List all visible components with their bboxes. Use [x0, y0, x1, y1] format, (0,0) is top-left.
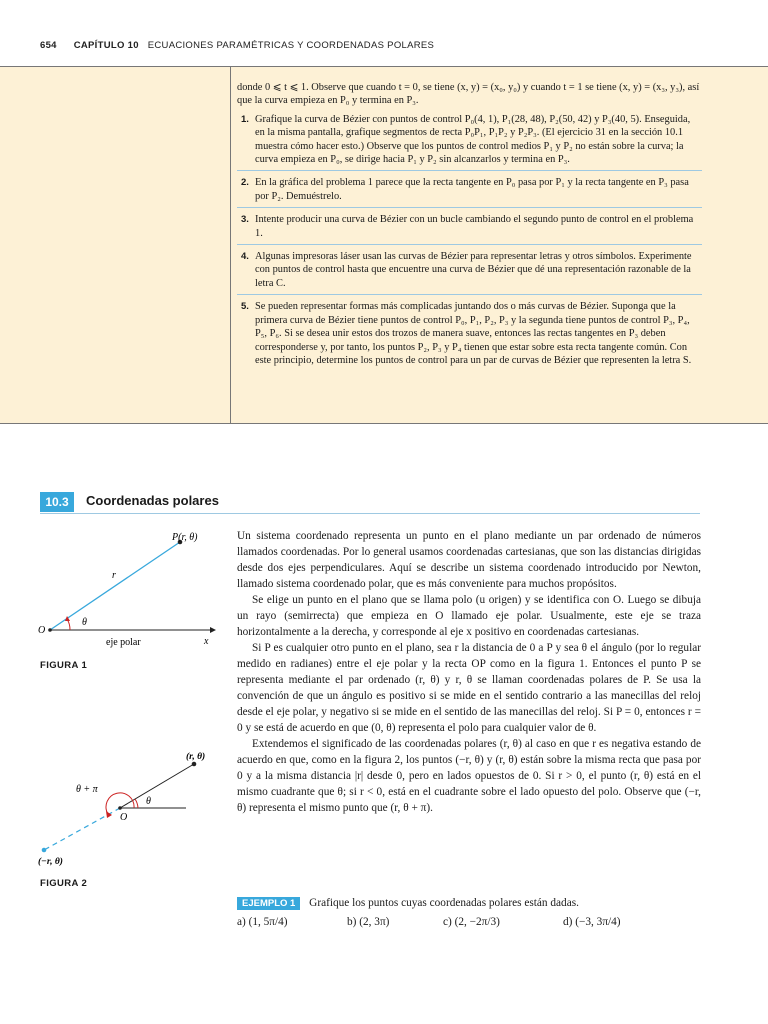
fig2-origin-point	[118, 806, 122, 810]
project-box	[0, 66, 768, 424]
paragraph: Un sistema coordenado representa un punto en el plano mediante un par ordenado de números llamados coordenadas. Por lo general usamos coordenadas cartesianas, que son las distancias dirigidas desde dos ejes perpendiculares. Aquí se describe un sistema coordenado introducido por Newton, llamado sistema coordenado polar, que es más conveniente para muchos propósitos.	[237, 530, 701, 590]
figure-2-diagram	[36, 742, 226, 872]
fig2-theta-pi-label: θ + π	[76, 784, 98, 795]
ray-positive	[120, 764, 194, 808]
problem-text: Algunas impresoras láser usan las curvas de Bézier para representar letras y otros símbolos. Experimente con puntos de control hasta que encuentre una curva de Bézier que dé una representación razonable de la letra C.	[255, 251, 692, 289]
page-number: 654	[40, 40, 57, 51]
fig1-axis-label: eje polar	[106, 637, 141, 648]
section-body	[237, 528, 701, 816]
paragraph: Si P es cualquier otro punto en el plano, sea r la distancia de 0 a P y sea θ el ángulo (por lo regular medido en radianes) entre el eje polar y la recta OP como en la figura 1. Entonces el punto P se representa mediante el par ordenado (r, θ) y r, θ se llaman coordenadas polares de P. Se usa la convención de que un ángulo es positivo si se mide en el sentido contrario a las manecillas del reloj desde el eje polar, y negativo si se mide en el sentido de las manecillas del reloj. Si P = 0, entonces r = 0 y se está de acuerdo en que (0, θ) representa el polo para cualquier valor de θ.	[237, 642, 701, 734]
example-item: d) (−3, 3π/4)	[563, 916, 621, 928]
section-title: Coordenadas polares	[86, 493, 219, 508]
running-head	[40, 40, 434, 51]
problem-text: En la gráfica del problema 1 parece que la recta tangente en P₀ pasa por P₁ y la recta tangente en P₃ pasa por P₂. Demuéstrelo.	[255, 177, 689, 202]
section-number: 10.3	[40, 492, 74, 512]
problem-number: 3.	[241, 214, 249, 226]
fig2-theta-label: θ	[146, 796, 151, 807]
chapter-label: CAPÍTULO 10	[73, 40, 139, 51]
example-badge: EJEMPLO 1	[237, 897, 300, 910]
point-r-theta	[192, 762, 197, 767]
example-item: b) (2, 3π)	[347, 916, 390, 928]
problem-item	[237, 250, 702, 295]
example-item: a) (1, 5π/4)	[237, 916, 288, 928]
problem-item	[237, 176, 702, 208]
problem-number: 2.	[241, 177, 249, 189]
example-text: Grafique los puntos cuyas coordenadas polares están dadas.	[309, 897, 579, 909]
section-heading	[40, 492, 700, 514]
origin-point	[48, 628, 52, 632]
project-box-divider	[230, 67, 231, 423]
fig1-origin-label: O	[38, 625, 46, 636]
fig2-point-label: (r, θ)	[186, 752, 206, 762]
fig2-neg-point-label: (−r, θ)	[38, 857, 63, 867]
figure-2-label: FIGURA 2	[40, 878, 88, 889]
chapter-title: ECUACIONES PARAMÉTRICAS Y COORDENADAS POLARES	[147, 40, 435, 51]
problem-number: 5.	[241, 301, 249, 313]
paragraph: Se elige un punto en el plano que se llama polo (u origen) y se identifica con O. Luego se dibuja un rayo (semirrecta) que empieza en O llamado eje polar. Usualmente, este eje se traza horizontalmente a la derecha, y corresponde al eje x positivo en coordenadas cartesianas.	[237, 594, 701, 638]
fig1-point-label: P(r, θ)	[172, 532, 198, 543]
problem-text: Se pueden representar formas más complicadas juntando dos o más curvas de Bézier. Suponga que la primera curva de Bézier tiene puntos de control P₀, P₁, P₂, P₃ y la segunda tiene puntos de control P₃, P₄, P₅, P₆. Si se desea unir estos dos trozos de manera suave, entonces las rectas tangentes en P₃ deben corresponderse y, por tanto, los puntos P₂, P₃ y P₄ tienen que estar sobre esta recta tangente común. Con este principio, determine los puntos de control para un par de curvas de Bézier que representen la letra S.	[255, 301, 692, 366]
figure-1-label: FIGURA 1	[40, 660, 88, 671]
fig2-theta-arc	[135, 799, 138, 808]
example-item: c) (2, −2π/3)	[443, 916, 500, 928]
project-text	[237, 81, 702, 376]
paragraph: Extendemos el significado de las coordenadas polares (r, θ) al caso en que r es negativa estando de acuerdo en que, como en la figura 2, los puntos (−r, θ) y (r, θ) están sobre la misma recta que pasa por 0 y a la misma distancia |r| desde 0, pero en lados opuestos de 0. Si r > 0, el punto (r, θ) está en el mismo cuadrante que θ; si r < 0, está en el cuadrante sobre el lado opuesto del polo. Observe que (−r, θ) representa el mismo punto que (r, θ + π).	[237, 738, 701, 814]
theta-pi-arc	[106, 793, 134, 814]
fig1-r-label: r	[112, 570, 116, 581]
problem-item	[237, 113, 702, 172]
theta-pi-arrow	[106, 811, 112, 818]
fig1-theta-label: θ	[82, 617, 87, 628]
fig2-origin-label: O	[120, 812, 128, 823]
point-neg-r-theta	[42, 848, 47, 853]
figure-1-diagram	[36, 528, 226, 648]
example-items	[237, 916, 701, 928]
problem-item	[237, 300, 702, 371]
problem-number: 1.	[241, 113, 249, 125]
problem-item	[237, 213, 702, 245]
problem-number: 4.	[241, 251, 249, 263]
problem-text: Grafique la curva de Bézier con puntos de control P₀(4, 1), P₁(28, 48), P₂(50, 42) y P₃(40, 5). Enseguida, en la misma pantalla, grafique segmentos de recta P₀P₁, P₁P₂ y P₂P₃. (El ejercicio 31 en la sección 10.1 muestra cómo hacer esto.) Observe que los puntos de control medios P₁ y P₂ no están sobre la curva; la curva empieza en P₀, se dirige hacia P₁ y P₂ sin alcanzarlos y termina en P₃.	[255, 113, 691, 166]
project-intro: donde 0 ⩽ t ⩽ 1. Observe que cuando t = 0, se tiene (x, y) = (x₀, y₀) y cuando t = 1 se tiene (x, y) = (x₃, y₃), así que la curva empieza en P₀ y termina en P₃.	[237, 82, 700, 107]
problem-text: Intente producir una curva de Bézier con un bucle cambiando el segundo punto de control en el problema 1.	[255, 214, 694, 239]
axis-arrowhead	[210, 627, 216, 633]
ray-op	[50, 542, 180, 630]
fig1-x-label: x	[204, 636, 209, 647]
example-block	[237, 897, 701, 928]
